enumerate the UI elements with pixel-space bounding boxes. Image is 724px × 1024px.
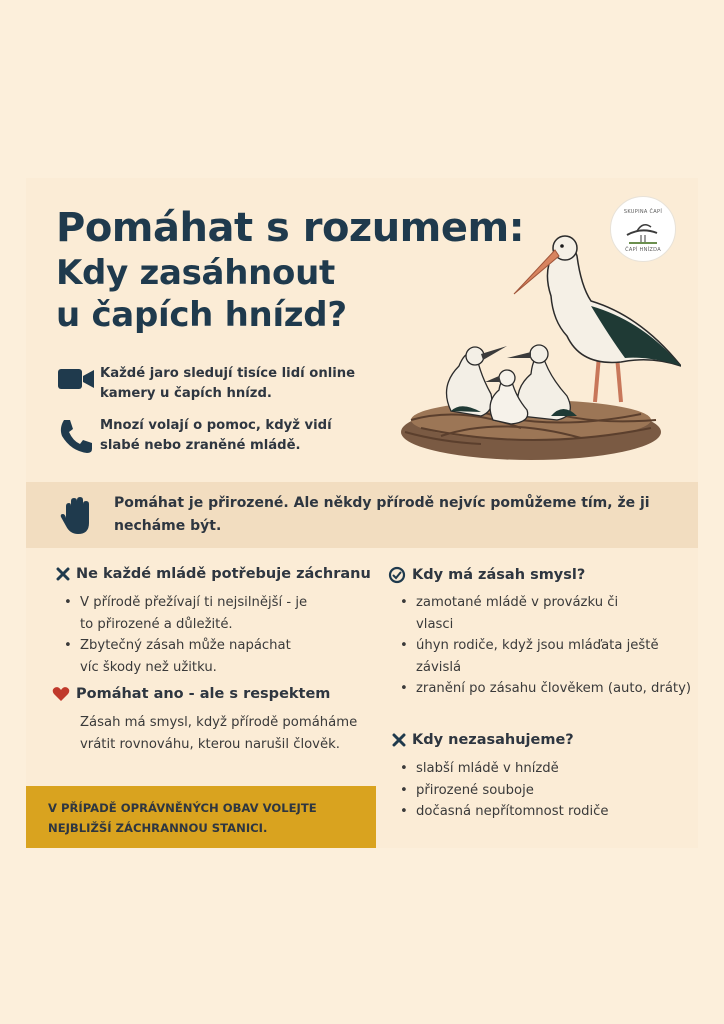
cta-text: V PŘÍPADĚ OPRÁVNĚNÝCH OBAV VOLEJTE NEJBLIŽŠÍ ZÁCHRANNOU STANICI. (48, 801, 317, 835)
title-line-2: Kdy zasáhnout (56, 253, 335, 293)
x-mark-icon (56, 567, 70, 581)
list-when-not-intervene (392, 758, 682, 823)
section-heading-when-not-intervene: Kdy nezasahujeme? (412, 732, 574, 748)
section-heading-help-with-respect: Pomáhat ano - ale s respektem (76, 686, 331, 702)
list-item: • V přírodě přežívají ti nejsilnější - je to přirozené a důležité. (56, 592, 320, 635)
infographic-card (26, 178, 698, 848)
list-item: • dočasná nepřítomnost rodiče (392, 801, 682, 823)
list-item: • zranění po zásahu člověkem (auto, dráty) (392, 678, 696, 700)
clock-icon (388, 566, 406, 584)
respect-paragraph: Zásah má smysl, když přírodě pomáháme vrátit rovnováhu, kterou narušil člověk. (80, 715, 358, 752)
section-when-intervention-makes-sense (388, 566, 585, 584)
heart-icon (52, 686, 70, 702)
list-item: • přirozené souboje (392, 780, 682, 802)
intro-text-calls: Mnozí volají o pomoc, když vidí slabé nebo zraněné mládě. (100, 418, 332, 453)
key-message-banner (26, 482, 698, 548)
list-item: • Zbytečný zásah může napáchat víc škody než užitku. (56, 635, 310, 678)
section-when-not-intervene (392, 732, 574, 748)
title-line-3: u čapích hnízd? (56, 295, 347, 335)
logo-bottom-text: ČAPÍ HNÍZDA (625, 247, 661, 253)
section-help-with-respect (52, 686, 330, 702)
x-mark-icon (392, 733, 406, 747)
logo-top-text: SKUPINA ČAPÍ (623, 209, 663, 215)
intro-row-cameras (56, 364, 360, 404)
section-not-every-chick (56, 566, 371, 582)
list-item: • úhyn rodiče, když jsou mláďata ještě závislá (392, 635, 666, 678)
intro-text-cameras: Každé jaro sledují tisíce lidí online kamery u čapích hnízd. (100, 366, 356, 401)
call-rescue-station-box (26, 786, 376, 848)
section-heading-not-every-chick: Ne každé mládě potřebuje záchranu (76, 566, 371, 582)
phone-icon (56, 416, 100, 460)
list-item: • zamotané mládě v provázku či vlasci (392, 592, 656, 635)
list-when-intervene (392, 592, 692, 700)
organization-logo (610, 196, 676, 262)
video-camera-icon (56, 364, 100, 398)
title-line-1: Pomáhat s rozumem: (56, 205, 525, 251)
section-heading-when-intervene: Kdy má zásah smysl? (412, 567, 586, 583)
raised-hand-icon (60, 496, 94, 540)
list-not-every-chick (56, 592, 376, 678)
banner-text: Pomáhat je přirozené. Ale někdy přírodě nejvíc pomůžeme tím, že ji necháme být. (114, 495, 650, 534)
intro-row-calls (56, 416, 360, 460)
list-item: • slabší mládě v hnízdě (392, 758, 682, 780)
